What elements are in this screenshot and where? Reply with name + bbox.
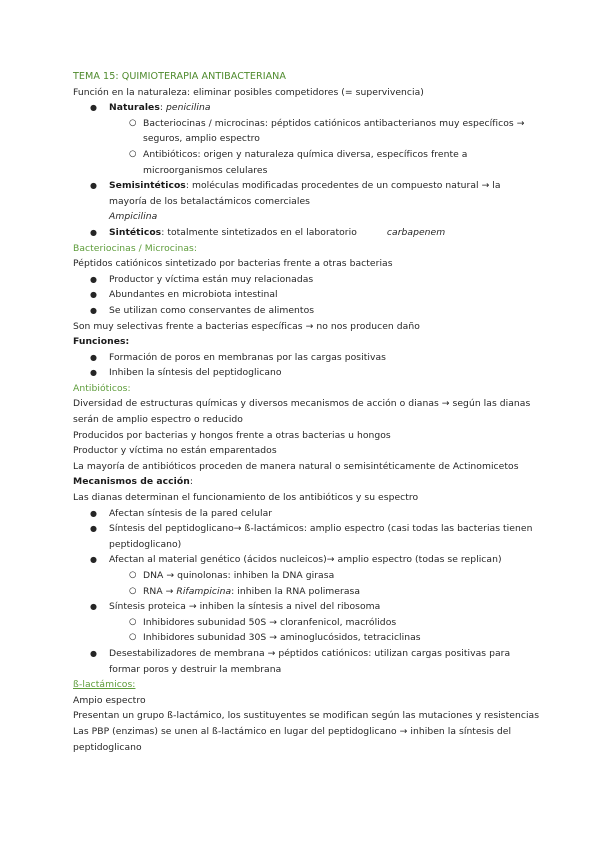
sinteticos-example: carbapenem [386,226,446,238]
mecanismos-list [73,506,540,678]
bullet-hollow-icon: ○ [129,117,137,128]
naturales-example: penicilina [165,102,211,114]
antibioticos-line-1: Diversidad de estructuras químicas y diversos mecanismos de acción o dianas → según las dianas serán de amplio espectro o reducido [73,398,531,426]
bullet-filled-icon: ● [90,602,98,612]
list-item [73,287,540,303]
list-item [73,506,540,522]
mech-rna-post: : inhiben la RNA polimerasa [231,585,361,597]
mech-rna-drug: Rifampicina [176,585,232,597]
naturales-sub-2: Antibióticos: origen y naturaleza química diversa, específicos frente a microorganismos celulares [143,148,468,176]
mech-membrana: Desestabilizadores de membrana → péptidos catiónicos: utilizan cargas positivas para formar poros y destruir la membrana [109,647,511,675]
sinteticos-text: : totalmente sintetizados en el laboratorio [161,226,357,238]
mech-pared: Afectan síntesis de la pared celular [109,507,273,519]
bullet-filled-icon: ● [90,352,98,362]
mecanismos-heading: Mecanismos de acción: [73,476,193,488]
sinteticos-label: Sintéticos [109,226,162,238]
list-item [73,521,540,552]
antibioticos-line-2: Producidos por bacterias y hongos frente a otras bacterias u hongos [73,429,391,441]
mech-proteica: Síntesis proteica → inhiben la síntesis a nivel del ribosoma [109,601,381,613]
list-item [73,303,540,319]
bacteriocinas-bullet-2: Abundantes en microbiota intestinal [109,289,278,301]
mecanismos-label: Mecanismos de acción [73,476,190,488]
bacteriocinas-bullet-3: Se utilizan como conservantes de alimentos [109,304,315,316]
mech-rna-pre: RNA → [143,585,177,597]
bullet-filled-icon: ● [90,290,98,300]
list-item [73,365,540,381]
bacteriocinas-desc: Péptidos catiónicos sintetizado por bacterias frente a otras bacterias [73,258,393,270]
bullet-filled-icon: ● [90,648,98,658]
funciones-heading: Funciones: [73,336,130,348]
mech-peptido: Síntesis del peptidoglicano→ ß-lactámicos: amplio espectro (casi todas las bacterias tienen peptidoglicano) [109,523,533,550]
funcion-2: Inhiben la síntesis del peptidoglicano [109,367,282,379]
funcion-1: Formación de poros en membranas por las cargas positivas [109,351,386,363]
antibiotic-types-list-cont [73,225,540,241]
list-item-naturales [73,100,540,116]
list-item [73,599,540,615]
intro-text: Función en la naturaleza: eliminar posibles competidores (= supervivencia) [73,86,424,98]
list-item-semisinteticos [73,178,540,209]
list-item-sinteticos [73,225,540,241]
bullet-filled-icon: ● [90,181,98,191]
semisinteticos-example-line [73,209,540,225]
bacteriocinas-heading: Bacteriocinas / Microcinas: [73,242,197,254]
semisinteticos-text: : moléculas modificadas procedentes de un compuesto natural → la mayoría de los betalactámicos comerciales [109,180,501,207]
list-item-antibioticos [73,147,540,178]
mecanismos-intro: Las dianas determinan el funcionamiento de los antibióticos y su espectro [73,492,419,504]
bullet-filled-icon: ● [90,555,98,565]
page-title: TEMA 15: QUIMIOTERAPIA ANTIBACTERIANA [73,71,287,82]
antibioticos-line-3: Productor y víctima no están emparentados [73,445,277,457]
bullet-filled-icon: ● [90,524,98,534]
list-item [73,630,540,646]
bullet-filled-icon: ● [90,508,98,518]
antibioticos-line-4: La mayoría de antibióticos proceden de manera natural o semisintéticamente de Actinomicetos [73,460,519,472]
bullet-hollow-icon: ○ [129,632,137,643]
bacteriocinas-list [73,272,540,319]
mech-30s: Inhibidores subunidad 30S → aminoglucósidos, tetraciclinas [143,632,421,644]
blactamicos-line-2: Presentan un grupo ß-lactámico, los sustituyentes se modifican según las mutaciones y resistencias [73,710,540,722]
antibiotic-types-list [73,100,540,209]
naturales-sep: : [159,102,166,114]
list-item [73,584,540,600]
blactamicos-line-1: Ampio espectro [73,694,146,706]
list-item [73,272,540,288]
semisinteticos-label: Semisintéticos [109,180,186,192]
bullet-filled-icon: ● [90,274,98,284]
list-item [73,568,540,584]
mech-50s: Inhibidores subunidad 50S → cloranfenicol, macrólidos [143,616,397,628]
bullet-filled-icon: ● [90,103,98,113]
list-item [73,350,540,366]
bullet-filled-icon: ● [90,368,98,378]
list-item-bacteriocinas [73,116,540,147]
mech-dna: DNA → quinolonas: inhiben la DNA girasa [143,570,335,581]
bacteriocinas-bullet-1: Productor y víctima están muy relacionadas [109,273,314,285]
mech-genetico: Afectan al material genético (ácidos nucleicos)→ amplio espectro (todas se replican) [109,554,502,566]
semisinteticos-example: Ampicilina [109,211,158,223]
bacteriocinas-note: Son muy selectivas frente a bacterias específicas → no nos producen daño [73,320,420,332]
list-item [73,646,540,677]
list-item [73,552,540,568]
funciones-label: Funciones [73,336,126,348]
bullet-filled-icon: ● [90,227,98,237]
blactamicos-heading: ß-lactámicos: [73,679,136,691]
list-item [73,615,540,631]
bullet-hollow-icon: ○ [129,148,137,159]
bullet-hollow-icon: ○ [129,585,137,596]
antibioticos-heading: Antibióticos: [73,382,131,394]
blactamicos-line-3: Las PBP (enzimas) se unen al ß-lactámico en lugar del peptidoglicano → inhiben la síntesis del peptidoglicano [73,725,512,753]
bullet-hollow-icon: ○ [129,616,137,627]
bullet-filled-icon: ● [90,305,98,315]
naturales-sub-1: Bacteriocinas / microcinas: péptidos catiónicos antibacterianos muy específicos → seguros, amplio espectro [143,117,525,145]
funciones-list [73,350,540,381]
naturales-label: Naturales [109,102,160,114]
bullet-hollow-icon: ○ [129,570,137,580]
